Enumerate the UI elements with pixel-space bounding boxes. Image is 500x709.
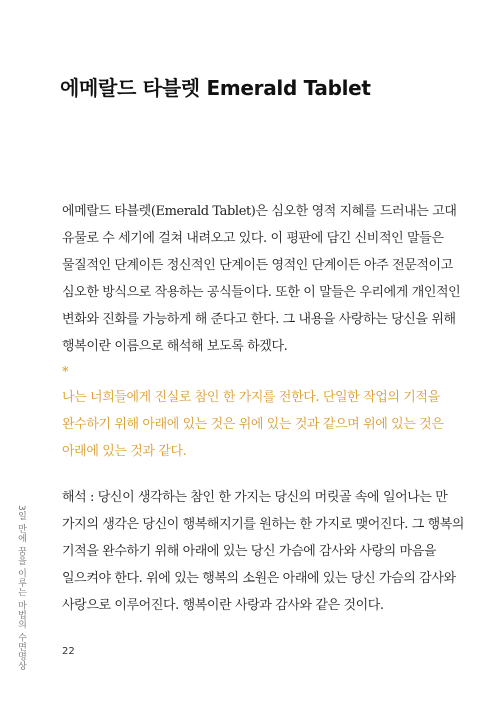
text-line: 변화와 진화를 가능하게 해 준다고 한다. 그 내용을 사랑하는 당신을 위해 [62,312,456,327]
page-title: 에메랄드 타블렛 Emerald Tablet [60,76,371,100]
text-line: 심오한 방식으로 작용하는 공식들이다. 또한 이 말들은 우리에게 개인적인 [62,285,461,300]
text-line: 물질적인 단계이든 정신적인 단계이든 영적인 단계이든 아주 전문적이고 [62,258,453,273]
text-line: 행복이란 이름으로 해석해 보도록 하겠다. [62,339,288,354]
quote-line: 완수하기 위해 아래에 있는 것은 위에 있는 것과 같으며 위에 있는 것은 [62,417,444,432]
text-line: 유물로 수 세기에 걸쳐 내려오고 있다. 이 평판에 담긴 신비적인 말들은 [62,231,444,246]
intro-paragraph [62,198,461,360]
text-line: 에메랄드 타블렛(Emerald Tablet)은 심오한 영적 지혜를 드러내는 고대 [62,204,457,219]
text-line: 일으켜야 한다. 위에 있는 행복의 소원은 아래에 있는 당신 가슴의 감사와 [62,571,456,586]
running-header-vertical: 3일 만에 꿈을 이루는 마법의 수면명상 [16,505,26,671]
quote-line: 아래에 있는 것과 같다. [62,444,187,459]
explanation-paragraph [62,484,465,619]
text-line: 해석 : 당신이 생각하는 참인 한 가지는 당신의 머릿골 속에 일어나는 만 [62,490,448,505]
quote-line: 나는 너희들에게 진실로 참인 한 가지를 전한다. 단일한 작업의 기적을 [62,390,440,405]
text-line: 가지의 생각은 당신이 행복해지기를 원하는 한 가지로 맺어진다. 그 행복의 [62,517,465,532]
quote-paragraph [62,384,444,465]
page-number: 22 [62,646,75,657]
asterisk-marker: * [62,365,69,380]
text-line: 기적을 완수하기 위해 아래에 있는 당신 가슴에 감사와 사랑의 마음을 [62,544,437,559]
text-line: 사랑으로 이루어진다. 행복이란 사랑과 감사와 같은 것이다. [62,598,384,613]
